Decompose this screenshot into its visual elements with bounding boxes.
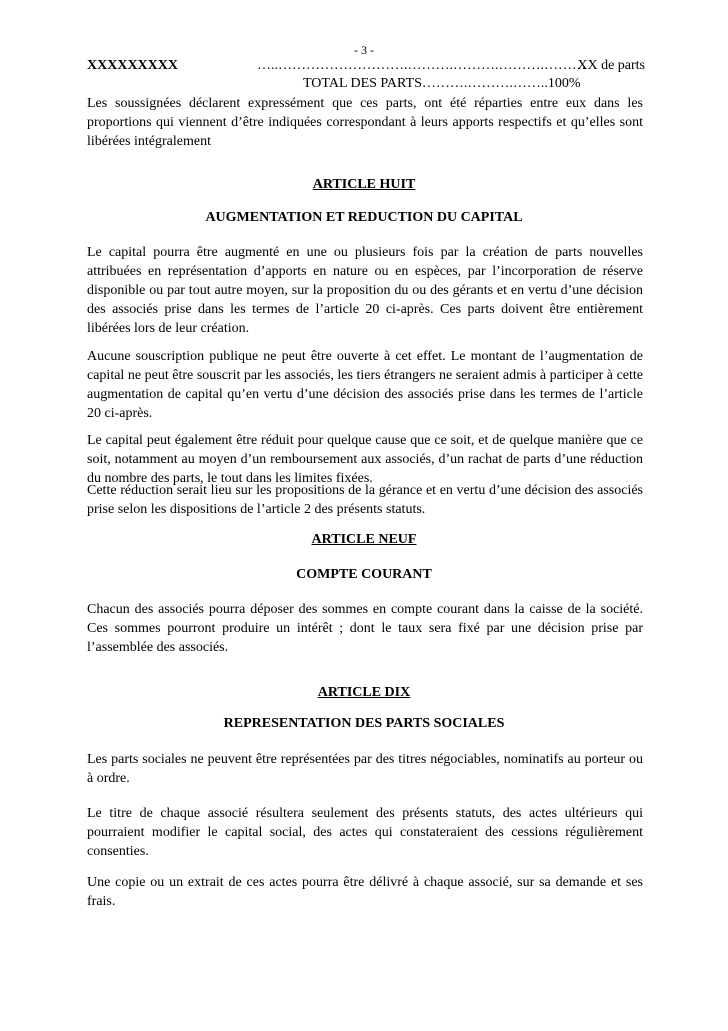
article-8-title: ARTICLE HUIT [312,177,416,192]
total-parts: TOTAL DES PARTS……….……….……..100% [303,76,581,91]
article-10-paragraph-3: Une copie ou un extrait de ces actes pourra être délivré à chaque associé, sur sa demande et ses frais. [87,875,643,909]
article-8-subtitle: AUGMENTATION ET REDUCTION DU CAPITAL [205,210,523,225]
parts-row [87,58,645,78]
article-9-paragraph-1: Chacun des associés pourra déposer des sommes en compte courant dans la caisse de la société. Ces sommes pourront produire un intérêt ; dont le taux sera fixé par une décision prise par l’assemblée des associés. [87,602,643,655]
article-9-title: ARTICLE NEUF [311,532,417,547]
dotted-leader: …..……………………….……….……….……….……… [257,58,586,73]
article-8-paragraph-1: Le capital pourra être augmenté en une ou plusieurs fois par la création de parts nouvelles attribuées en représentation d’apports en nature ou en espèces, par l’incorporation de réserve disponible ou par tout autre moyen, sur la proposition du ou des gérants et en vertu d’une décision des associés prise dans les termes de l’article 20 ci-après. Ces parts doivent être entièrement libérées lors de leur création. [87,245,643,336]
article-10-paragraph-1: Les parts sociales ne peuvent être représentées par des titres négociables, nominatifs au porteur ou à ordre. [87,752,643,786]
article-8-paragraph-3: Le capital peut également être réduit pour quelque cause que ce soit, et de quelque manière que ce soit, notamment au moyen d’un remboursement aux associés, d’un rachat de parts d’une réduction du nombre des parts, le tout dans les limites fixées. [87,433,643,486]
intro-paragraph: Les soussignées déclarent expressément que ces parts, ont été réparties entre eux dans les proportions qui viennent d’être indiquées correspondant à leurs apports respectifs et qu’elles sont libérées intégralement [87,96,643,149]
parts-count: XX de parts [577,58,645,73]
article-10-title: ARTICLE DIX [317,685,411,700]
article-8-paragraph-4: Cette réduction serait lieu sur les propositions de la gérance et en vertu d’une décision des associés prise selon les dispositions de l’article 2 des présents statuts. [87,483,643,517]
page-number: - 3 - [354,43,374,57]
article-9-subtitle: COMPTE COURANT [296,567,432,582]
article-10-paragraph-2: Le titre de chaque associé résultera seulement des présents statuts, des actes ultérieurs qui pourraient modifier le capital social, des actes qui constateraient des cessions régulièrement consenties. [87,806,643,859]
article-10-subtitle: REPRESENTATION DES PARTS SOCIALES [223,716,505,731]
article-8-paragraph-2: Aucune souscription publique ne peut être ouverte à cet effet. Le montant de l’augmentation de capital ne peut être souscrit par les associés, les tiers étrangers ne seraient admis à participer à cette augmentation de capital qu’en vertu d’une décision des associés prise dans les termes de l’article 20 ci-après. [87,349,643,421]
associate-code: XXXXXXXXX [87,58,178,73]
